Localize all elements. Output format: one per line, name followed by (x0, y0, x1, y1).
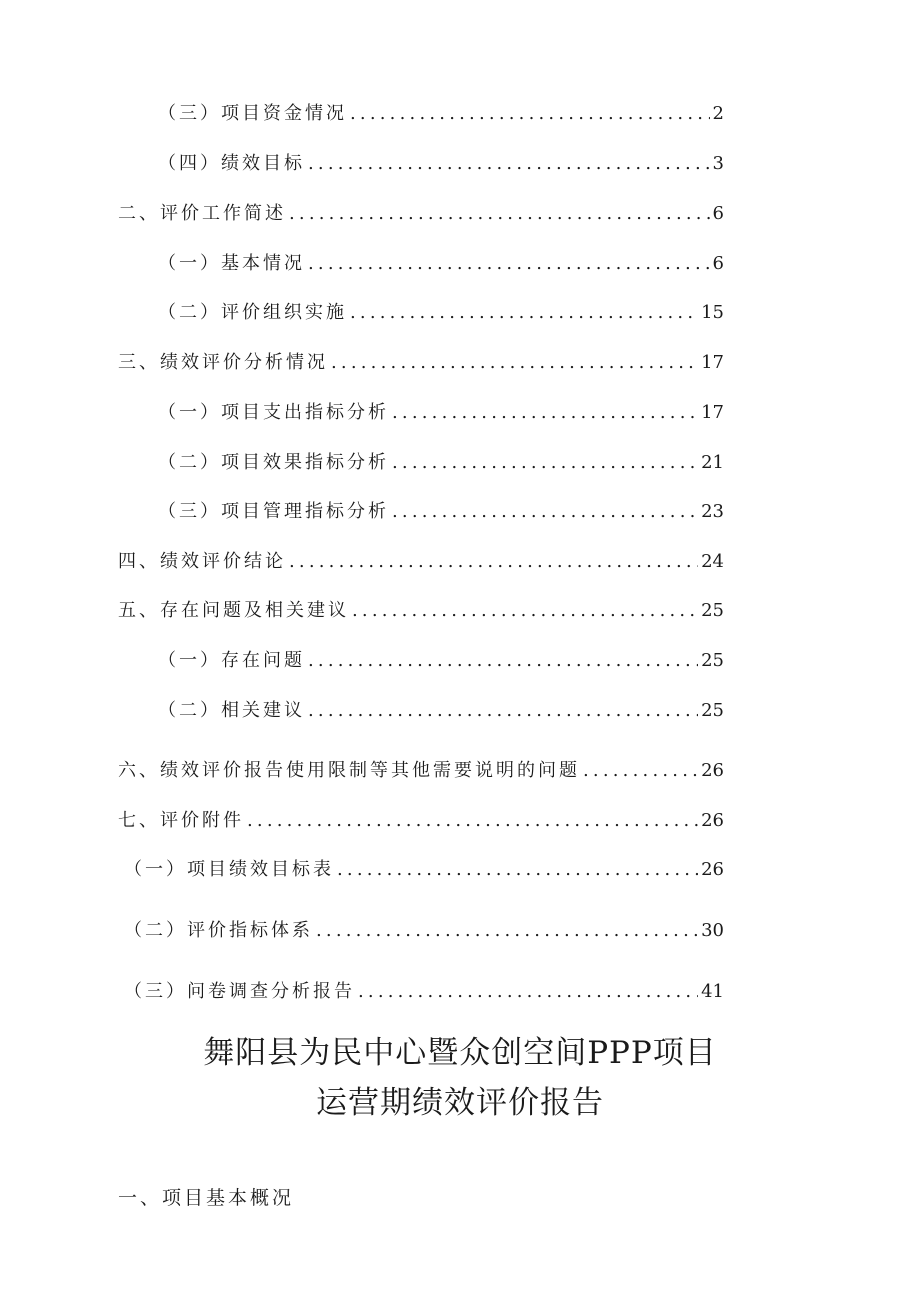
toc-entry-label: 五、存在问题及相关建议 (118, 600, 349, 621)
toc-entry[interactable] (118, 598, 724, 624)
toc-leader-dots (350, 101, 710, 127)
toc-entry[interactable] (158, 251, 724, 277)
toc-entry-page: 41 (701, 981, 724, 1002)
toc-entry[interactable] (118, 201, 724, 227)
toc-entry[interactable] (158, 648, 724, 674)
toc-entry-page: 17 (701, 352, 724, 373)
toc-entry-label: 四、绩效评价结论 (118, 551, 286, 572)
toc-entry-label: （三）项目管理指标分析 (158, 501, 389, 522)
toc-entry-page: 26 (701, 859, 724, 880)
section-heading: 一、项目基本概况 (118, 1187, 295, 1209)
toc-leader-dots (308, 698, 698, 724)
toc-leader-dots (308, 648, 698, 674)
toc-entry-page: 17 (701, 402, 724, 423)
report-title (0, 1028, 920, 1128)
toc-entry[interactable] (158, 151, 724, 177)
toc-entry-page: 21 (701, 452, 724, 473)
toc-entry-page: 25 (701, 700, 724, 721)
toc-entry[interactable] (118, 350, 724, 376)
toc-entry[interactable] (124, 857, 724, 883)
toc-entry-page: 26 (701, 810, 724, 831)
toc-leader-dots (331, 350, 698, 376)
toc-leader-dots (350, 300, 698, 326)
toc-entry-page: 6 (712, 253, 724, 274)
toc-entry-page: 2 (712, 103, 724, 124)
report-title-line-2: 运营期绩效评价报告 (316, 1085, 604, 1121)
toc-entry-label: （一）项目绩效目标表 (124, 859, 334, 880)
toc-entry[interactable] (124, 918, 724, 944)
toc-entry-label: （二）相关建议 (158, 700, 305, 721)
toc-entry-label: （二）项目效果指标分析 (158, 452, 389, 473)
toc-entry[interactable] (118, 549, 724, 575)
toc-leader-dots (392, 499, 698, 525)
toc-entry[interactable] (118, 808, 724, 834)
toc-entry[interactable] (158, 450, 724, 476)
toc-leader-dots (308, 151, 710, 177)
toc-entry-label: 三、绩效评价分析情况 (118, 352, 328, 373)
report-title-line-1: 舞阳县为民中心暨众创空间PPP项目 (203, 1035, 717, 1071)
toc-leader-dots (247, 808, 698, 834)
toc-entry-page: 3 (712, 153, 724, 174)
toc-entry-label: （一）存在问题 (158, 650, 305, 671)
toc-entry-label: 二、评价工作简述 (118, 203, 286, 224)
toc-leader-dots (583, 758, 698, 784)
toc-leader-dots (308, 251, 710, 277)
toc-entry-label: （三）问卷调查分析报告 (124, 981, 355, 1002)
toc-entry[interactable] (158, 300, 724, 326)
toc-entry-page: 25 (701, 650, 724, 671)
toc-entry-page: 15 (701, 302, 724, 323)
toc-entry-label: （一）项目支出指标分析 (158, 402, 389, 423)
toc-entry-label: 六、绩效评价报告使用限制等其他需要说明的问题 (118, 760, 580, 781)
toc-entry[interactable] (158, 400, 724, 426)
toc-entry-page: 26 (701, 760, 724, 781)
toc-leader-dots (316, 918, 698, 944)
toc-leader-dots (352, 598, 698, 624)
toc-entry[interactable] (158, 101, 724, 127)
toc-entry-page: 23 (701, 501, 724, 522)
toc-entry-label: （三）项目资金情况 (158, 103, 347, 124)
toc-entry-label: （一）基本情况 (158, 253, 305, 274)
toc-entry-page: 25 (701, 600, 724, 621)
toc-leader-dots (337, 857, 698, 883)
toc-entry-label: （二）评价指标体系 (124, 920, 313, 941)
toc-entry-page: 6 (712, 203, 724, 224)
toc-entry-label: 七、评价附件 (118, 810, 244, 831)
toc-entry-page: 24 (701, 551, 724, 572)
toc-entry-page: 30 (701, 920, 724, 941)
toc-leader-dots (289, 201, 710, 227)
toc-entry[interactable] (124, 979, 724, 1005)
toc-leader-dots (392, 400, 698, 426)
toc-leader-dots (392, 450, 698, 476)
toc-entry-label: （二）评价组织实施 (158, 302, 347, 323)
toc-entry[interactable] (118, 758, 724, 784)
toc-entry[interactable] (158, 499, 724, 525)
toc-leader-dots (358, 979, 698, 1005)
toc-entry[interactable] (158, 698, 724, 724)
toc-entry-label: （四）绩效目标 (158, 153, 305, 174)
toc-leader-dots (289, 549, 698, 575)
